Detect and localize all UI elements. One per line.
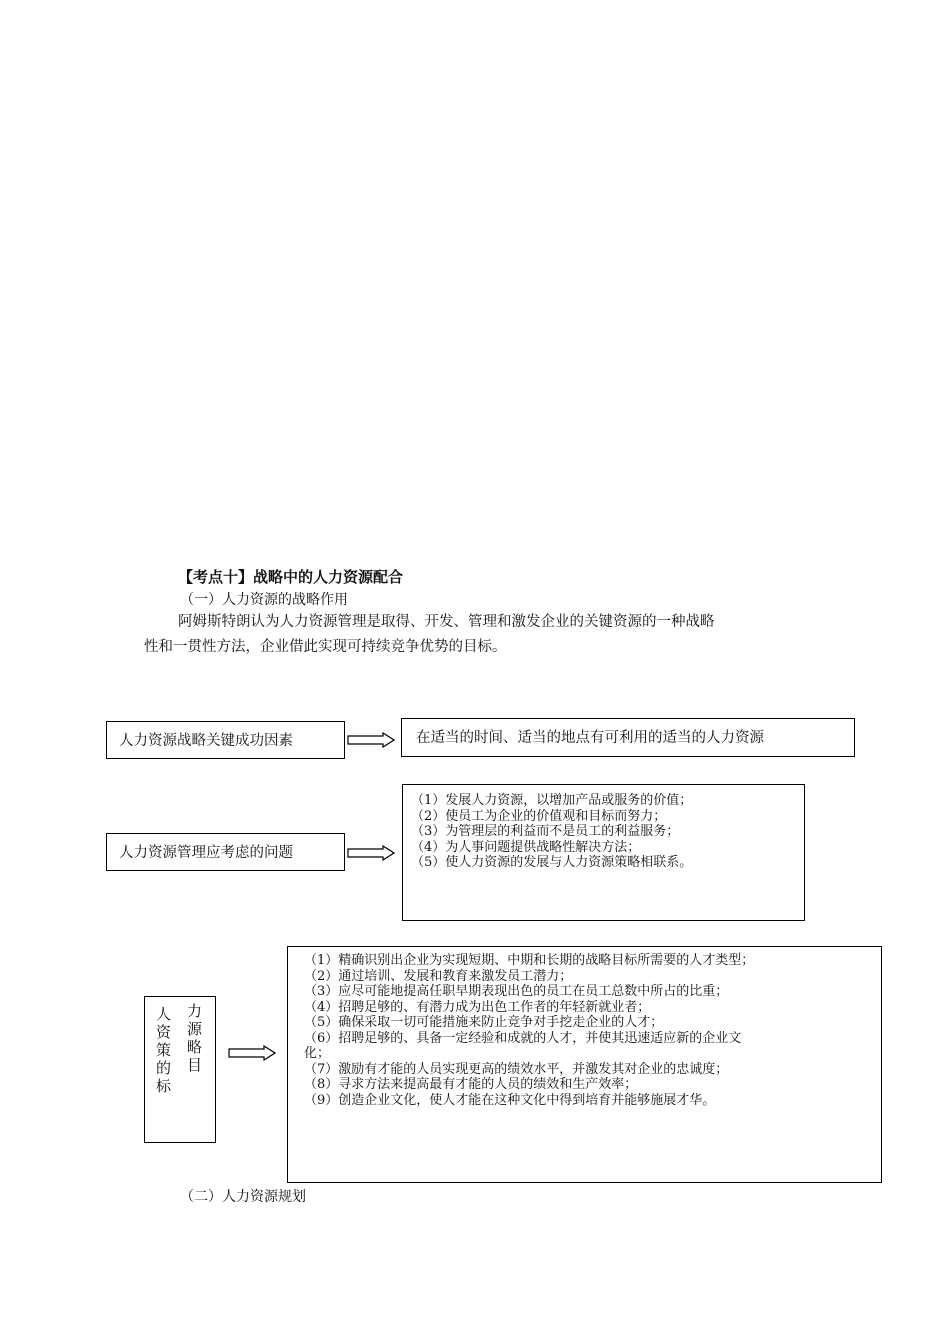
double-arrow-icon	[347, 732, 395, 748]
list-item: （6）招聘足够的、具备一定经验和成就的人才，并使其迅速适应新的企业文	[304, 1030, 742, 1046]
list-item: （3）应尽可能地提高任职早期表现出色的员工在员工总数中所占的比重；	[304, 984, 729, 999]
label-char: 标	[156, 1077, 172, 1095]
label-char: 力	[187, 1002, 203, 1020]
list-item: （4）招聘足够的、有潜力成为出色工作者的年轻新就业者；	[304, 999, 651, 1015]
success-factors-label: 人力资源战略关键成功因素	[119, 733, 293, 749]
paragraph-line-1: 阿姆斯特朗认为人力资源管理是取得、开发、管理和激发企业的关键资源的一种战略	[178, 614, 715, 630]
vertical-label-col-2	[187, 1002, 202, 1074]
hr-issues-box	[106, 833, 345, 871]
list-item: （1）精确识别出企业为实现短期、中期和长期的战略目标所需要的人才类型；	[304, 953, 755, 968]
hr-strategy-goals-box	[144, 996, 216, 1143]
section-1-title: （一）人力资源的战略作用	[180, 592, 348, 608]
hr-issues-list	[411, 793, 692, 871]
paragraph-line-2: 性和一贯性方法，企业借此实现可持续竞争优势的目标。	[144, 639, 507, 655]
double-arrow-icon	[347, 845, 395, 861]
list-item: （5）使人力资源的发展与人力资源策略相联系。	[411, 855, 693, 870]
label-char: 略	[187, 1038, 203, 1056]
hr-strategy-goals-list	[304, 953, 754, 1108]
list-item: （1）发展人力资源，以增加产品或服务的价值；	[411, 793, 693, 808]
list-item: （4）为人事问题提供战略性解决方法；	[411, 839, 641, 855]
label-char: 的	[156, 1059, 172, 1077]
double-arrow-icon	[228, 1045, 276, 1061]
list-item: （8）寻求方法来提高最有才能的人员的绩效和生产效率；	[304, 1077, 638, 1092]
success-factors-result-box	[401, 718, 855, 757]
list-item: 化；	[304, 1046, 331, 1061]
hr-issues-label: 人力资源管理应考虑的问题	[119, 845, 293, 861]
success-factors-result: 在适当的时间、适当的地点有可利用的适当的人力资源	[416, 730, 764, 746]
section-2-title: （二）人力资源规划	[180, 1189, 306, 1205]
label-char: 目	[187, 1056, 203, 1074]
list-item: （9）创造企业文化，使人才能在这种文化中得到培育并能够施展才华。	[304, 1092, 716, 1108]
hr-issues-list-box	[402, 784, 805, 921]
list-item: （3）为管理层的利益而不是员工的利益服务；	[411, 824, 680, 839]
list-item: （2）使员工为企业的价值观和目标而努力；	[411, 808, 667, 824]
label-char: 源	[187, 1020, 203, 1038]
list-item: （7）激励有才能的人员实现更高的绩效水平，并激发其对企业的忠诚度；	[304, 1061, 729, 1077]
label-char: 资	[156, 1023, 172, 1041]
vertical-label-col-1	[156, 1005, 171, 1095]
success-factors-box	[106, 721, 345, 759]
section-heading: 【考点十】战略中的人力资源配合	[178, 568, 404, 586]
hr-strategy-goals-list-box	[287, 946, 882, 1183]
list-item: （2）通过培训、发展和教育来激发员工潜力；	[304, 968, 573, 984]
list-item: （5）确保采取一切可能措施来防止竞争对手挖走企业的人才；	[304, 1015, 664, 1030]
label-char: 人	[156, 1005, 172, 1023]
label-char: 策	[156, 1041, 172, 1059]
